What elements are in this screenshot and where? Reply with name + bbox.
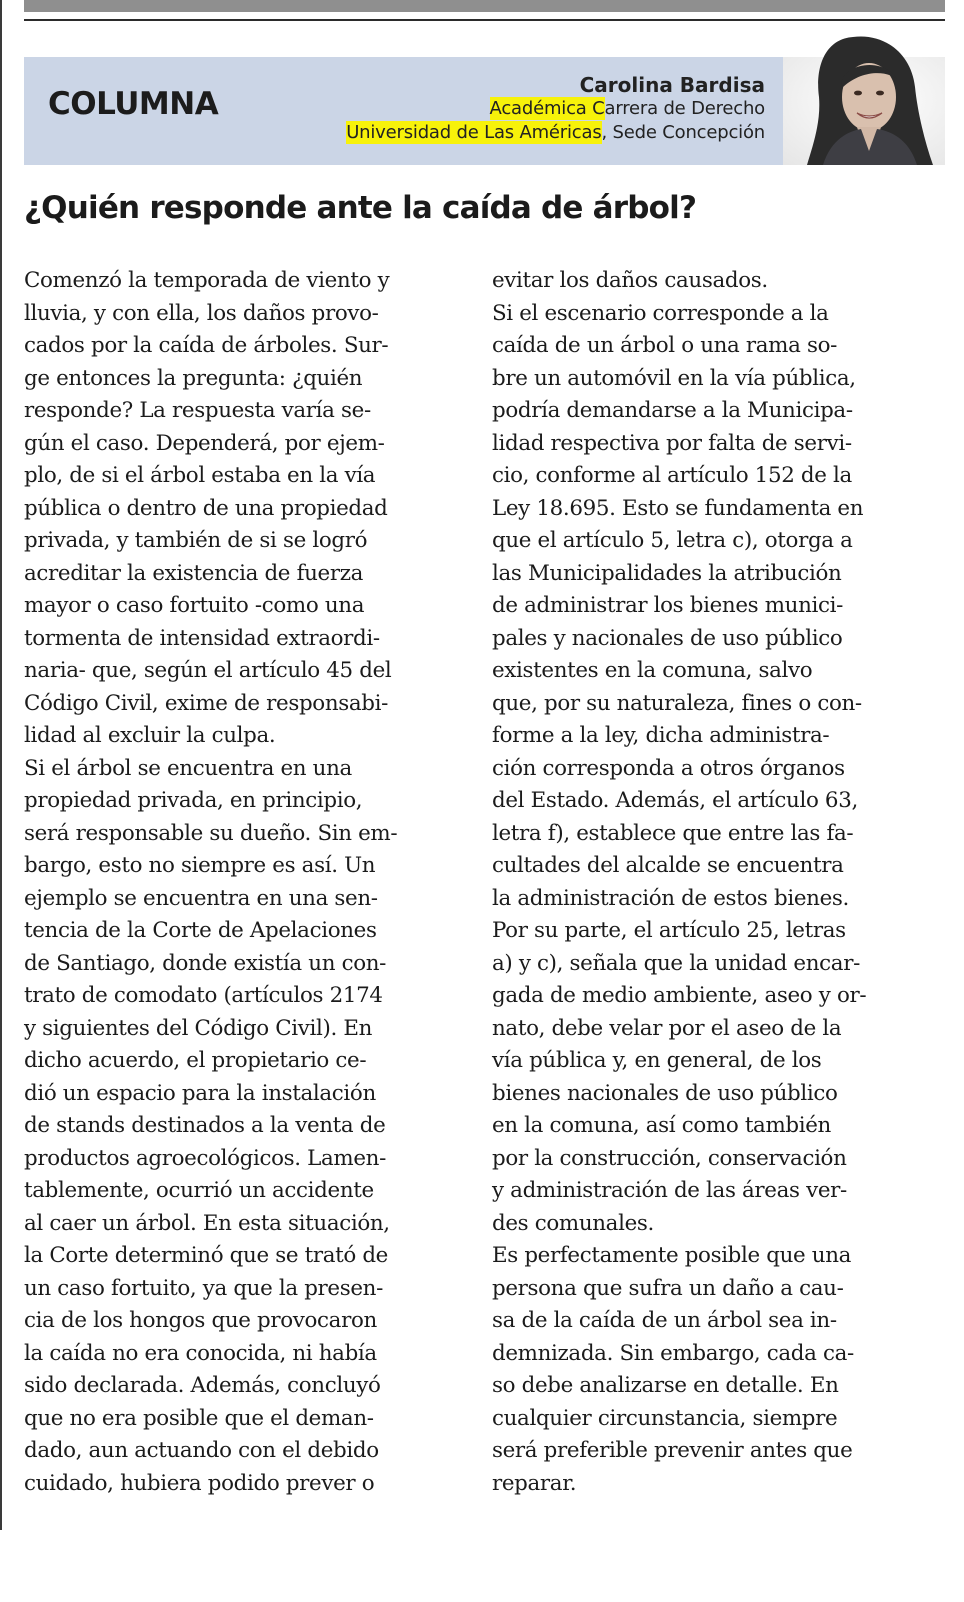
text-line: naria- que, según el artículo 45 del [24, 658, 392, 683]
text-line: productos agroecológicos. Lamen- [24, 1145, 386, 1171]
text-line: podría demandarse a la Municipa- [492, 398, 853, 423]
top-divider [24, 19, 945, 21]
text-line: cualquier circunstancia, siempre [492, 1405, 838, 1431]
text-line: cia de los hongos que provocaron [24, 1308, 377, 1333]
text-line: Ley 18.695. Esto se fundamenta en [492, 495, 864, 521]
text-line: cados por la caída de árboles. Sur- [24, 333, 389, 358]
text-line: bargo, esto no siempre es así. Un [24, 853, 376, 878]
text-line: será preferible prevenir antes que [492, 1438, 853, 1463]
author-portrait [783, 27, 945, 165]
text-line: Código Civil, exime de responsabi- [24, 690, 388, 716]
text-line: y siguientes del Código Civil). En [24, 1015, 373, 1041]
text-line: cio, conforme al artículo 152 de la [492, 463, 852, 488]
text-line: a) y c), señala que la unidad encar- [492, 950, 860, 976]
text-line: la caída no era conocida, ni había [24, 1340, 377, 1366]
text-line: demnizada. Sin embargo, cada ca- [492, 1340, 854, 1366]
text-line: las Municipalidades la atribución [492, 560, 842, 586]
text-line: bre un automóvil en la vía pública, [492, 365, 856, 391]
text-line: será responsable su dueño. Sin em- [24, 820, 398, 846]
text-line: bienes nacionales de uso público [492, 1080, 838, 1106]
text-line: lidad al excluir la culpa. [24, 723, 276, 748]
text-line: ejemplo se encuentra en una sen- [24, 885, 378, 911]
text-line: ción corresponda a otros órganos [492, 755, 845, 781]
text-line: Por su parte, el artículo 25, letras [492, 918, 846, 943]
text-line: pales y nacionales de uso público [492, 625, 843, 651]
text-line: del Estado. Además, el artículo 63, [492, 788, 858, 813]
column-header-band [24, 57, 945, 165]
text-line: cuidado, hubiera podido prever o [24, 1470, 375, 1496]
text-line: tencia de la Corte de Apelaciones [24, 918, 377, 943]
text-line: cultades del alcalde se encuentra [492, 853, 844, 878]
text-line: y administración de las áreas ver- [492, 1178, 847, 1203]
text-line: caída de un árbol o una rama so- [492, 333, 837, 358]
author-affiliation-line-1: Académica Carrera de Derecho [489, 98, 765, 119]
text-line: pública o dentro de una propiedad [24, 495, 388, 521]
text-line: Si el árbol se encuentra en una [24, 755, 352, 781]
text-line: reparar. [492, 1470, 577, 1496]
text-line: existentes en la comuna, salvo [492, 658, 813, 683]
text-line: sa de la caída de un árbol sea in- [492, 1308, 837, 1333]
page-left-border [0, 0, 2, 1530]
text-line: privada, y también de si se logró [24, 528, 368, 553]
text-line: ge entonces la pregunta: ¿quién [24, 365, 363, 391]
text-line: de administrar los bienes munici- [492, 593, 843, 618]
text-line: mayor o caso fortuito -como una [24, 593, 365, 618]
article-column-right [492, 265, 866, 1500]
highlight-mark: Académica C [489, 98, 605, 119]
section-label: COLUMNA [48, 86, 219, 122]
text-line: dió un espacio para la instalación [24, 1080, 376, 1106]
text-line: lidad respectiva por falta de servi- [492, 430, 852, 456]
byline [346, 73, 765, 145]
text-line: so debe analizarse en detalle. En [492, 1373, 839, 1398]
text-line: forme a la ley, dicha administra- [492, 723, 830, 748]
author-affiliation-line-2: Universidad de Las Américas, Sede Concepción [346, 122, 765, 143]
text-line: de stands destinados a la venta de [24, 1113, 386, 1138]
text-line: que, por su naturaleza, fines o con- [492, 690, 862, 716]
top-grey-bar [24, 0, 945, 12]
text-line: persona que sufra un daño a cau- [492, 1275, 844, 1301]
text-line: letra f), establece que entre las fa- [492, 820, 854, 846]
text-line: dicho acuerdo, el propietario ce- [24, 1048, 367, 1073]
text-line: nato, debe velar por el aseo de la [492, 1015, 842, 1041]
text-line: gada de medio ambiente, aseo y or- [492, 983, 867, 1008]
highlight-mark: Universidad de Las Américas [346, 122, 602, 143]
text-line: Es perfectamente posible que una [492, 1243, 852, 1268]
text-line: un caso fortuito, ya que la presen- [24, 1275, 383, 1301]
text-line: trato de comodato (artículos 2174 [24, 983, 383, 1008]
author-name: Carolina Bardisa [579, 73, 765, 97]
text-line: dado, aun actuando con el debido [24, 1438, 379, 1463]
text-line: des comunales. [492, 1210, 654, 1236]
article-column-left [24, 265, 397, 1500]
text-line: de Santiago, donde existía un con- [24, 950, 387, 976]
text-line: la administración de estos bienes. [492, 885, 849, 911]
text-line: tablemente, ocurrió un accidente [24, 1178, 374, 1203]
text-line: lluvia, y con ella, los daños provo- [24, 300, 379, 326]
text-line: propiedad privada, en principio, [24, 788, 363, 813]
text-line: evitar los daños causados. [492, 268, 768, 293]
text-line: en la comuna, así como también [492, 1113, 831, 1138]
text-line: plo, de si el árbol estaba en la vía [24, 463, 376, 488]
article-headline: ¿Quién responde ante la caída de árbol? [24, 190, 697, 226]
text-line: que el artículo 5, letra c), otorga a [492, 528, 853, 553]
text-line: por la construcción, conservación [492, 1145, 847, 1171]
text-line: Comenzó la temporada de viento y [24, 268, 390, 293]
text-line: responde? La respuesta varía se- [24, 398, 371, 423]
text-line: gún el caso. Dependerá, por ejem- [24, 430, 385, 456]
text-line: acreditar la existencia de fuerza [24, 560, 364, 586]
text-line: tormenta de intensidad extraordi- [24, 625, 380, 651]
text-line: que no era posible que el deman- [24, 1405, 374, 1431]
text-line: sido declarada. Además, concluyó [24, 1373, 381, 1398]
text-line: la Corte determinó que se trató de [24, 1243, 388, 1268]
text-line: vía pública y, en general, de los [492, 1048, 822, 1073]
text-line: Si el escenario corresponde a la [492, 300, 829, 326]
text-line: al caer un árbol. En esta situación, [24, 1210, 390, 1236]
